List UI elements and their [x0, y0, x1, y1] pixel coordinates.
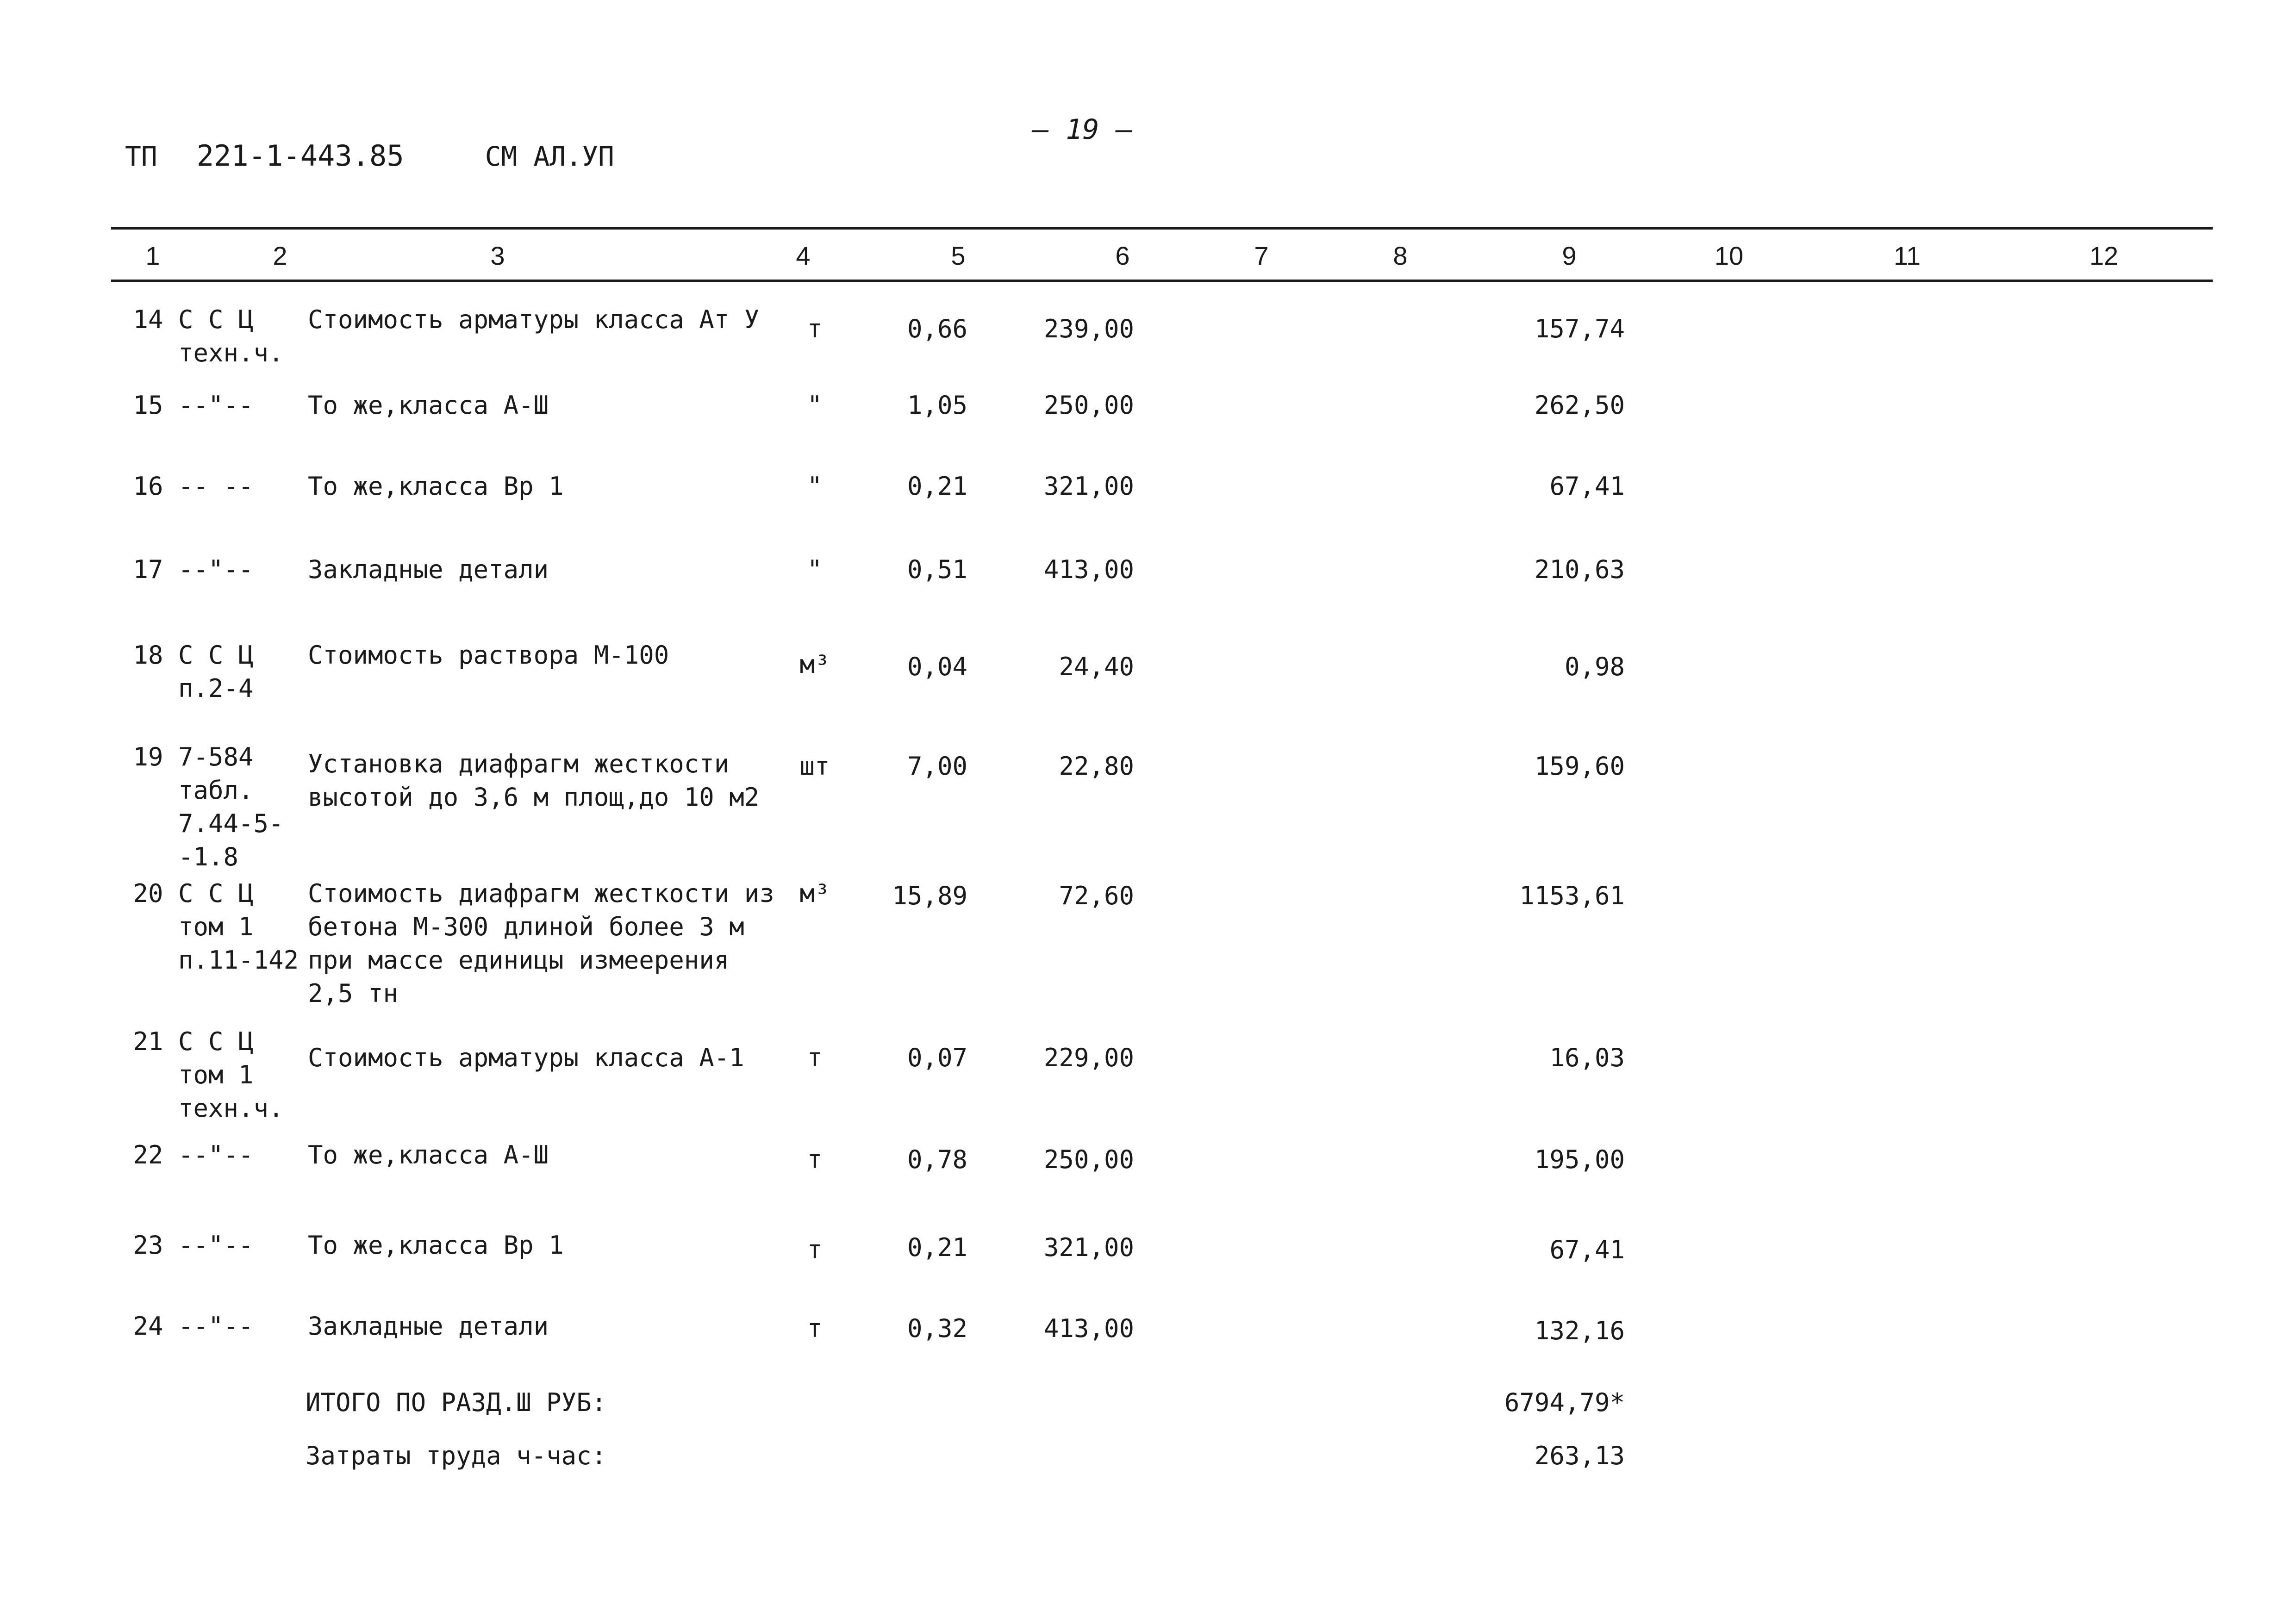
row-unit: т [807, 314, 823, 343]
document-header [125, 139, 614, 173]
row-description: То же,класса А-Ш [308, 391, 549, 420]
header-bottom-rule [111, 280, 2213, 282]
row-unit: м³ [799, 650, 830, 679]
row-description: Стоимость раствора М-100 [308, 640, 669, 670]
column-header: 8 [1393, 241, 1408, 270]
row-price: 413,00 [1043, 1314, 1134, 1343]
row-quantity: 0,21 [907, 1233, 967, 1262]
row-price: 413,00 [1043, 555, 1134, 584]
row-unit: т [807, 1235, 823, 1264]
row-quantity: 15,89 [892, 881, 967, 910]
row-total: 16,03 [1549, 1043, 1625, 1072]
column-header: 10 [1714, 241, 1744, 270]
row-price: 321,00 [1043, 1233, 1134, 1262]
row-number: 19 [133, 742, 163, 771]
section-total-value: 6794,79* [1504, 1388, 1625, 1417]
row-number: 21 [133, 1027, 163, 1056]
column-header: 11 [1893, 241, 1921, 270]
row-total: 0,98 [1564, 652, 1625, 681]
row-total: 262,50 [1534, 391, 1625, 420]
row-unit: м³ [799, 879, 830, 908]
row-quantity: 7,00 [907, 752, 967, 781]
doc-code: 221-1-443.85 [196, 139, 404, 173]
row-unit: т [807, 1043, 823, 1072]
table-top-rule [111, 227, 2213, 230]
row-description: Стоимость арматуры класса Ат У [308, 305, 760, 334]
row-total: 67,41 [1549, 1235, 1625, 1264]
doc-section: СМ АЛ.УП [485, 141, 614, 172]
row-number: 16 [133, 472, 163, 501]
column-header: 12 [2089, 241, 2119, 270]
column-header: 3 [490, 241, 505, 270]
page-number: – 19 – [1032, 113, 1133, 146]
row-number: 22 [133, 1140, 163, 1169]
row-unit: " [807, 391, 823, 420]
row-number: 14 [133, 305, 163, 334]
row-price: 24,40 [1059, 652, 1134, 681]
row-description: Закладные детали [308, 1312, 549, 1341]
column-header: 9 [1562, 241, 1577, 270]
row-number: 23 [133, 1231, 163, 1260]
row-quantity: 0,51 [907, 555, 967, 584]
column-header: 7 [1254, 241, 1269, 270]
labor-cost-label: Затраты труда ч-час: [306, 1441, 607, 1470]
row-total: 157,74 [1534, 314, 1625, 343]
column-header: 6 [1115, 241, 1130, 270]
row-reference: С С Ц том 1 техн.ч. [178, 1027, 284, 1123]
row-unit: т [807, 1145, 823, 1174]
row-reference: С С Ц том 1 п.11-142 [178, 879, 299, 975]
row-reference: --"-- [178, 1231, 254, 1260]
row-reference: --"-- [178, 1312, 254, 1341]
row-quantity: 0,21 [907, 472, 967, 501]
row-reference: -- -- [178, 472, 254, 501]
row-unit: " [807, 472, 823, 501]
row-price: 250,00 [1043, 391, 1134, 420]
row-price: 239,00 [1043, 314, 1134, 343]
row-quantity: 0,66 [907, 314, 967, 343]
row-price: 229,00 [1043, 1043, 1134, 1072]
column-header: 4 [796, 241, 811, 270]
row-description: Стоимость арматуры класса А-1 [308, 1043, 744, 1072]
column-header: 5 [951, 241, 966, 270]
row-price: 22,80 [1059, 752, 1134, 781]
row-number: 18 [133, 640, 163, 670]
row-quantity: 0,32 [907, 1314, 967, 1343]
row-description: Стоимость диафрагм жесткости из бетона М-300 длиной более 3 м при массе единицы измеерения 2,5 тн [308, 879, 774, 1008]
row-description: То же,класса Вр 1 [308, 1231, 564, 1260]
row-quantity: 0,04 [907, 652, 967, 681]
row-price: 321,00 [1043, 472, 1134, 501]
labor-cost-value: 263,13 [1534, 1441, 1625, 1470]
row-quantity: 0,07 [907, 1043, 967, 1072]
row-number: 15 [133, 391, 163, 420]
row-reference: С С Ц п.2-4 [178, 640, 254, 703]
row-description: То же,класса А-Ш [308, 1140, 549, 1169]
row-unit: т [807, 1314, 823, 1343]
column-header-row [0, 241, 2296, 273]
row-quantity: 1,05 [907, 391, 967, 420]
row-number: 24 [133, 1312, 163, 1341]
column-header: 2 [273, 241, 287, 270]
row-price: 72,60 [1059, 881, 1134, 910]
row-unit: шт [799, 752, 830, 781]
row-quantity: 0,78 [907, 1145, 967, 1174]
row-description: То же,класса Вр 1 [308, 472, 564, 501]
doc-prefix: ТП [125, 141, 157, 172]
row-total: 132,16 [1534, 1316, 1625, 1345]
row-total: 159,60 [1534, 752, 1625, 781]
row-total: 67,41 [1549, 472, 1625, 501]
row-total: 195,00 [1534, 1145, 1625, 1174]
row-total: 210,63 [1534, 555, 1625, 584]
row-reference: --"-- [178, 1140, 254, 1169]
row-number: 20 [133, 879, 163, 908]
row-unit: " [807, 555, 823, 584]
row-number: 17 [133, 555, 163, 584]
row-total: 1153,61 [1519, 881, 1625, 910]
row-reference: С С Ц техн.ч. [178, 305, 284, 367]
column-header: 1 [145, 241, 160, 270]
row-reference: 7-584 табл. 7.44-5- -1.8 [178, 742, 284, 871]
row-description: Установка диафрагм жесткости высотой до 3,6 м площ,до 10 м2 [308, 749, 760, 812]
row-description: Закладные детали [308, 555, 549, 584]
section-total-label: ИТОГО ПО РАЗД.Ш РУБ: [306, 1388, 607, 1417]
row-reference: --"-- [178, 555, 254, 584]
row-price: 250,00 [1043, 1145, 1134, 1174]
row-reference: --"-- [178, 391, 254, 420]
